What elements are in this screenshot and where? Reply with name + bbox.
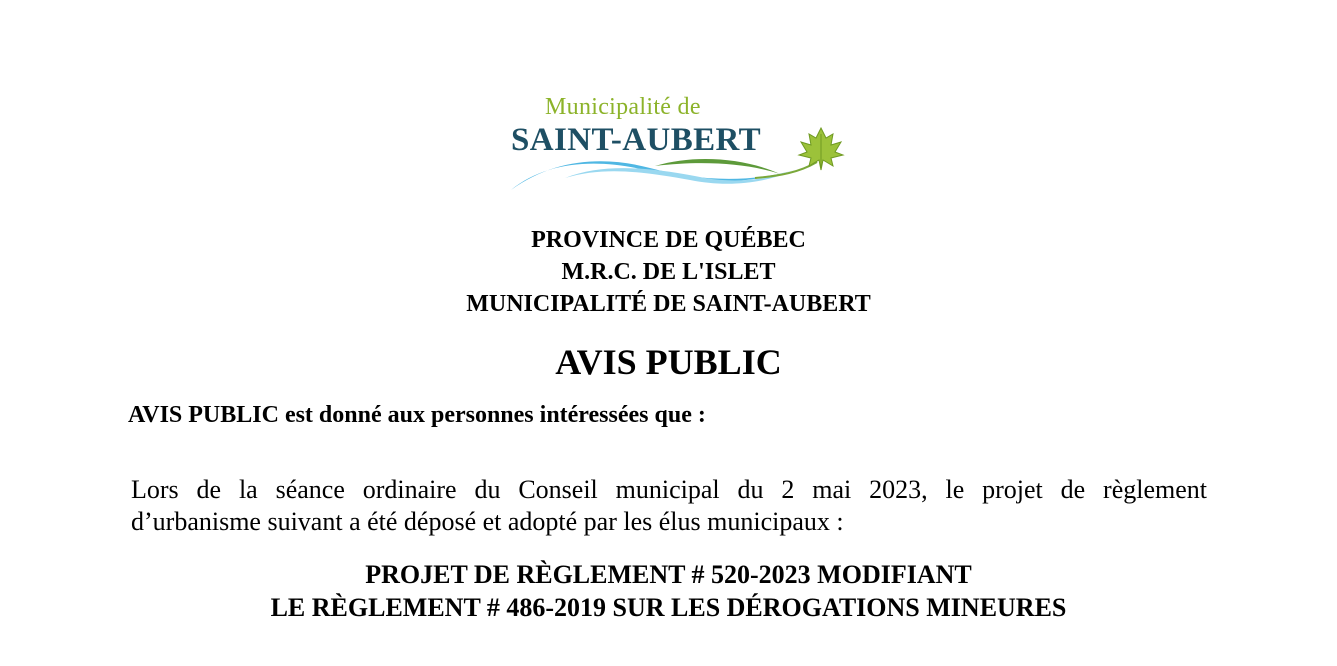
- document-header: [0, 224, 1337, 320]
- logo-stem-line: [755, 162, 817, 178]
- project-title-line-2: LE RÈGLEMENT # 486-2019 SUR LES DÉROGATIONS MINEURES: [270, 593, 1067, 622]
- header-mrc: M.R.C. DE L'ISLET: [561, 259, 776, 285]
- project-title-line-1: PROJET DE RÈGLEMENT # 520-2023 MODIFIANT: [365, 560, 972, 589]
- intro-statement: AVIS PUBLIC est donné aux personnes intéressées que :: [128, 402, 706, 428]
- logo-subtitle: Municipalité de: [545, 94, 701, 120]
- header-municipality: MUNICIPALITÉ DE SAINT-AUBERT: [466, 291, 871, 317]
- body-paragraph: [131, 474, 1207, 538]
- project-title: [0, 558, 1337, 624]
- maple-leaf-icon: [799, 128, 843, 170]
- header-province: PROVINCE DE QUÉBEC: [531, 227, 806, 253]
- body-line-2: d’urbanisme suivant a été déposé et adopté par les élus municipaux :: [131, 507, 844, 536]
- logo-title: SAINT-AUBERT: [511, 122, 761, 158]
- logo-blue-wave-inner: [565, 168, 790, 184]
- body-line-1: Lors de la séance ordinaire du Conseil municipal du 2 mai 2023, le projet de règlement: [131, 475, 1207, 504]
- municipality-logo: [505, 92, 855, 196]
- page-title: AVIS PUBLIC: [555, 342, 782, 382]
- logo-green-wave: [655, 159, 780, 174]
